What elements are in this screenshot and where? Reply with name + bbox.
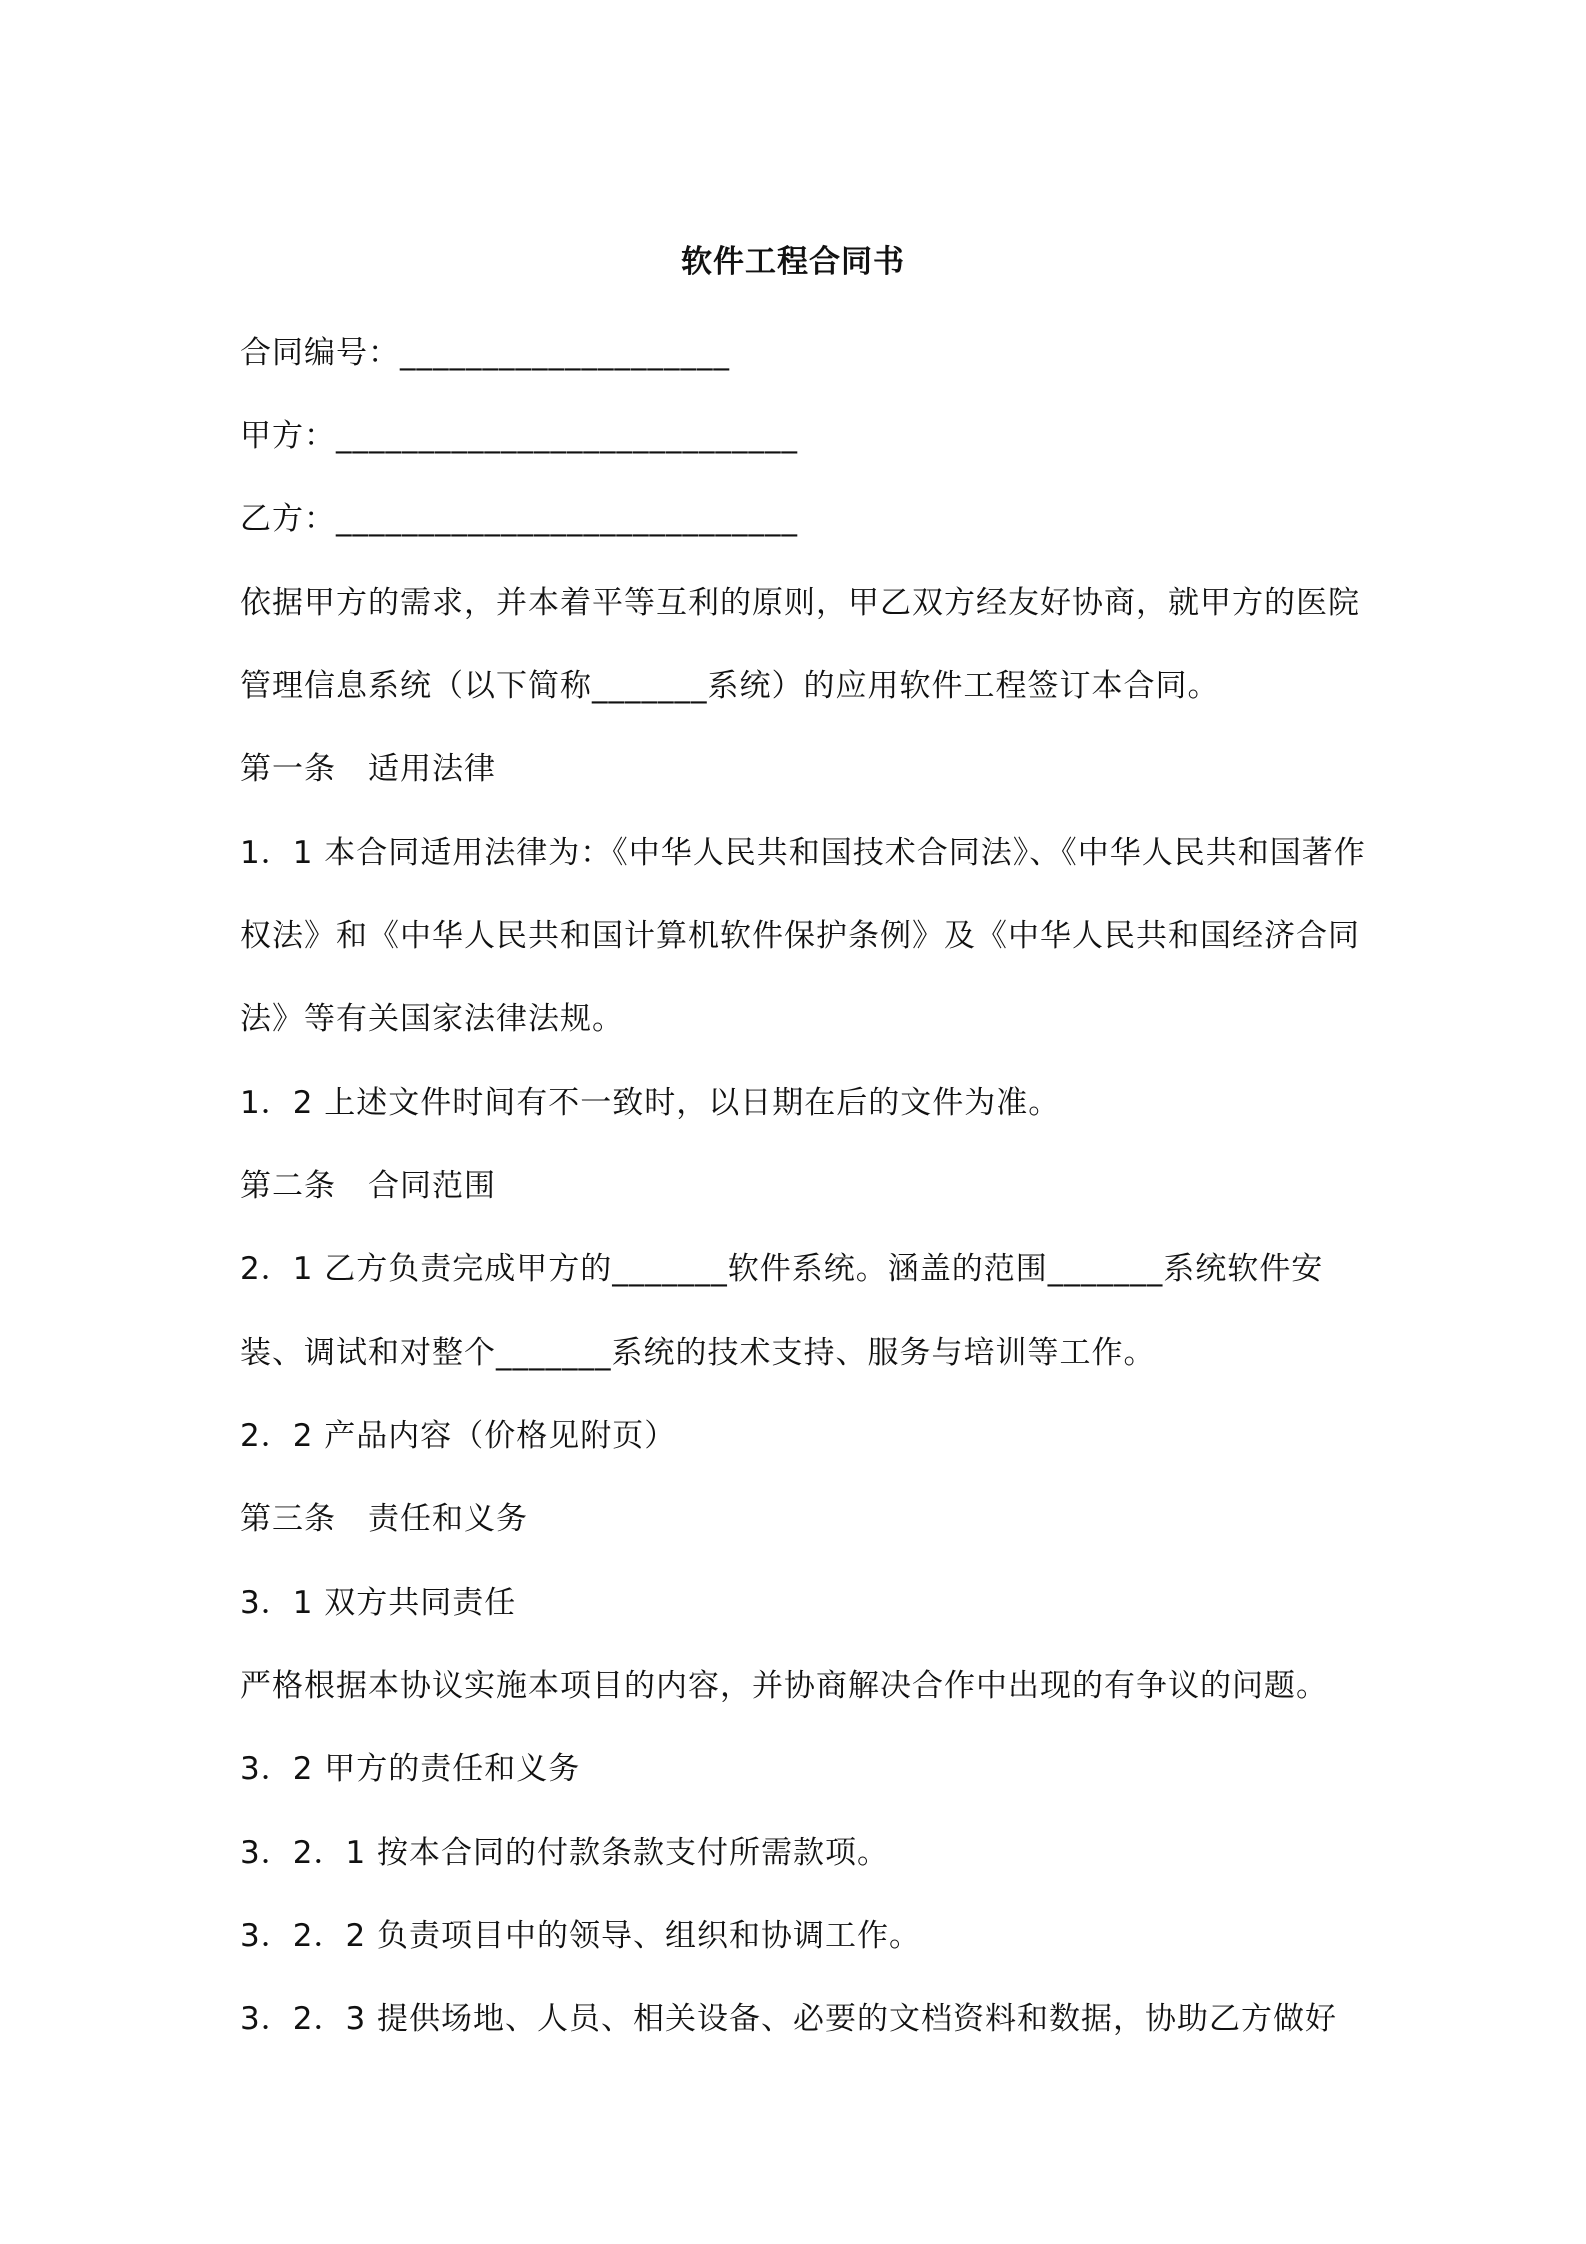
preamble-line: 依据甲方的需求，并本着平等互利的原则，甲乙双方经友好协商，就甲方的医院 xyxy=(240,585,1360,621)
article-heading: 第二条 合同范围 xyxy=(240,1168,496,1204)
party-b-line: 乙方：____________________________ xyxy=(240,501,798,537)
clause-line: 严格根据本协议实施本项目的内容，并协商解决合作中出现的有争议的问题。 xyxy=(240,1668,1328,1704)
clause-line: 3．2．1 按本合同的付款条款支付所需款项。 xyxy=(240,1835,890,1871)
clause-line: 2．1 乙方负责完成甲方的_______软件系统。涵盖的范围_______系统软件安 xyxy=(240,1251,1324,1287)
clause-line: 法》等有关国家法律法规。 xyxy=(240,1001,624,1037)
clause-line: 3．1 双方共同责任 xyxy=(240,1585,517,1621)
clause-line: 1．2 上述文件时间有不一致时，以日期在后的文件为准。 xyxy=(240,1085,1061,1121)
party-a-line: 甲方：____________________________ xyxy=(240,418,798,454)
clause-line: 权法》和《中华人民共和国计算机软件保护条例》及《中华人民共和国经济合同 xyxy=(240,918,1360,954)
clause-line: 3．2 甲方的责任和义务 xyxy=(240,1751,581,1787)
preamble-line: 管理信息系统（以下简称_______系统）的应用软件工程签订本合同。 xyxy=(240,668,1220,704)
clause-line: 装、调试和对整个_______系统的技术支持、服务与培训等工作。 xyxy=(240,1335,1156,1371)
contract-number-line: 合同编号：____________________ xyxy=(240,335,730,371)
clause-line: 3．2．3 提供场地、人员、相关设备、必要的文档资料和数据，协助乙方做好 xyxy=(240,2001,1338,2037)
document-title: 软件工程合同书 xyxy=(681,244,905,280)
clause-line: 1．1 本合同适用法律为：《中华人民共和国技术合同法》、《中华人民共和国著作 xyxy=(240,835,1366,871)
article-heading: 第三条 责任和义务 xyxy=(240,1501,528,1537)
clause-line: 2．2 产品内容（价格见附页） xyxy=(240,1418,677,1454)
article-heading: 第一条 适用法律 xyxy=(240,751,496,787)
clause-line: 3．2．2 负责项目中的领导、组织和协调工作。 xyxy=(240,1918,922,1954)
